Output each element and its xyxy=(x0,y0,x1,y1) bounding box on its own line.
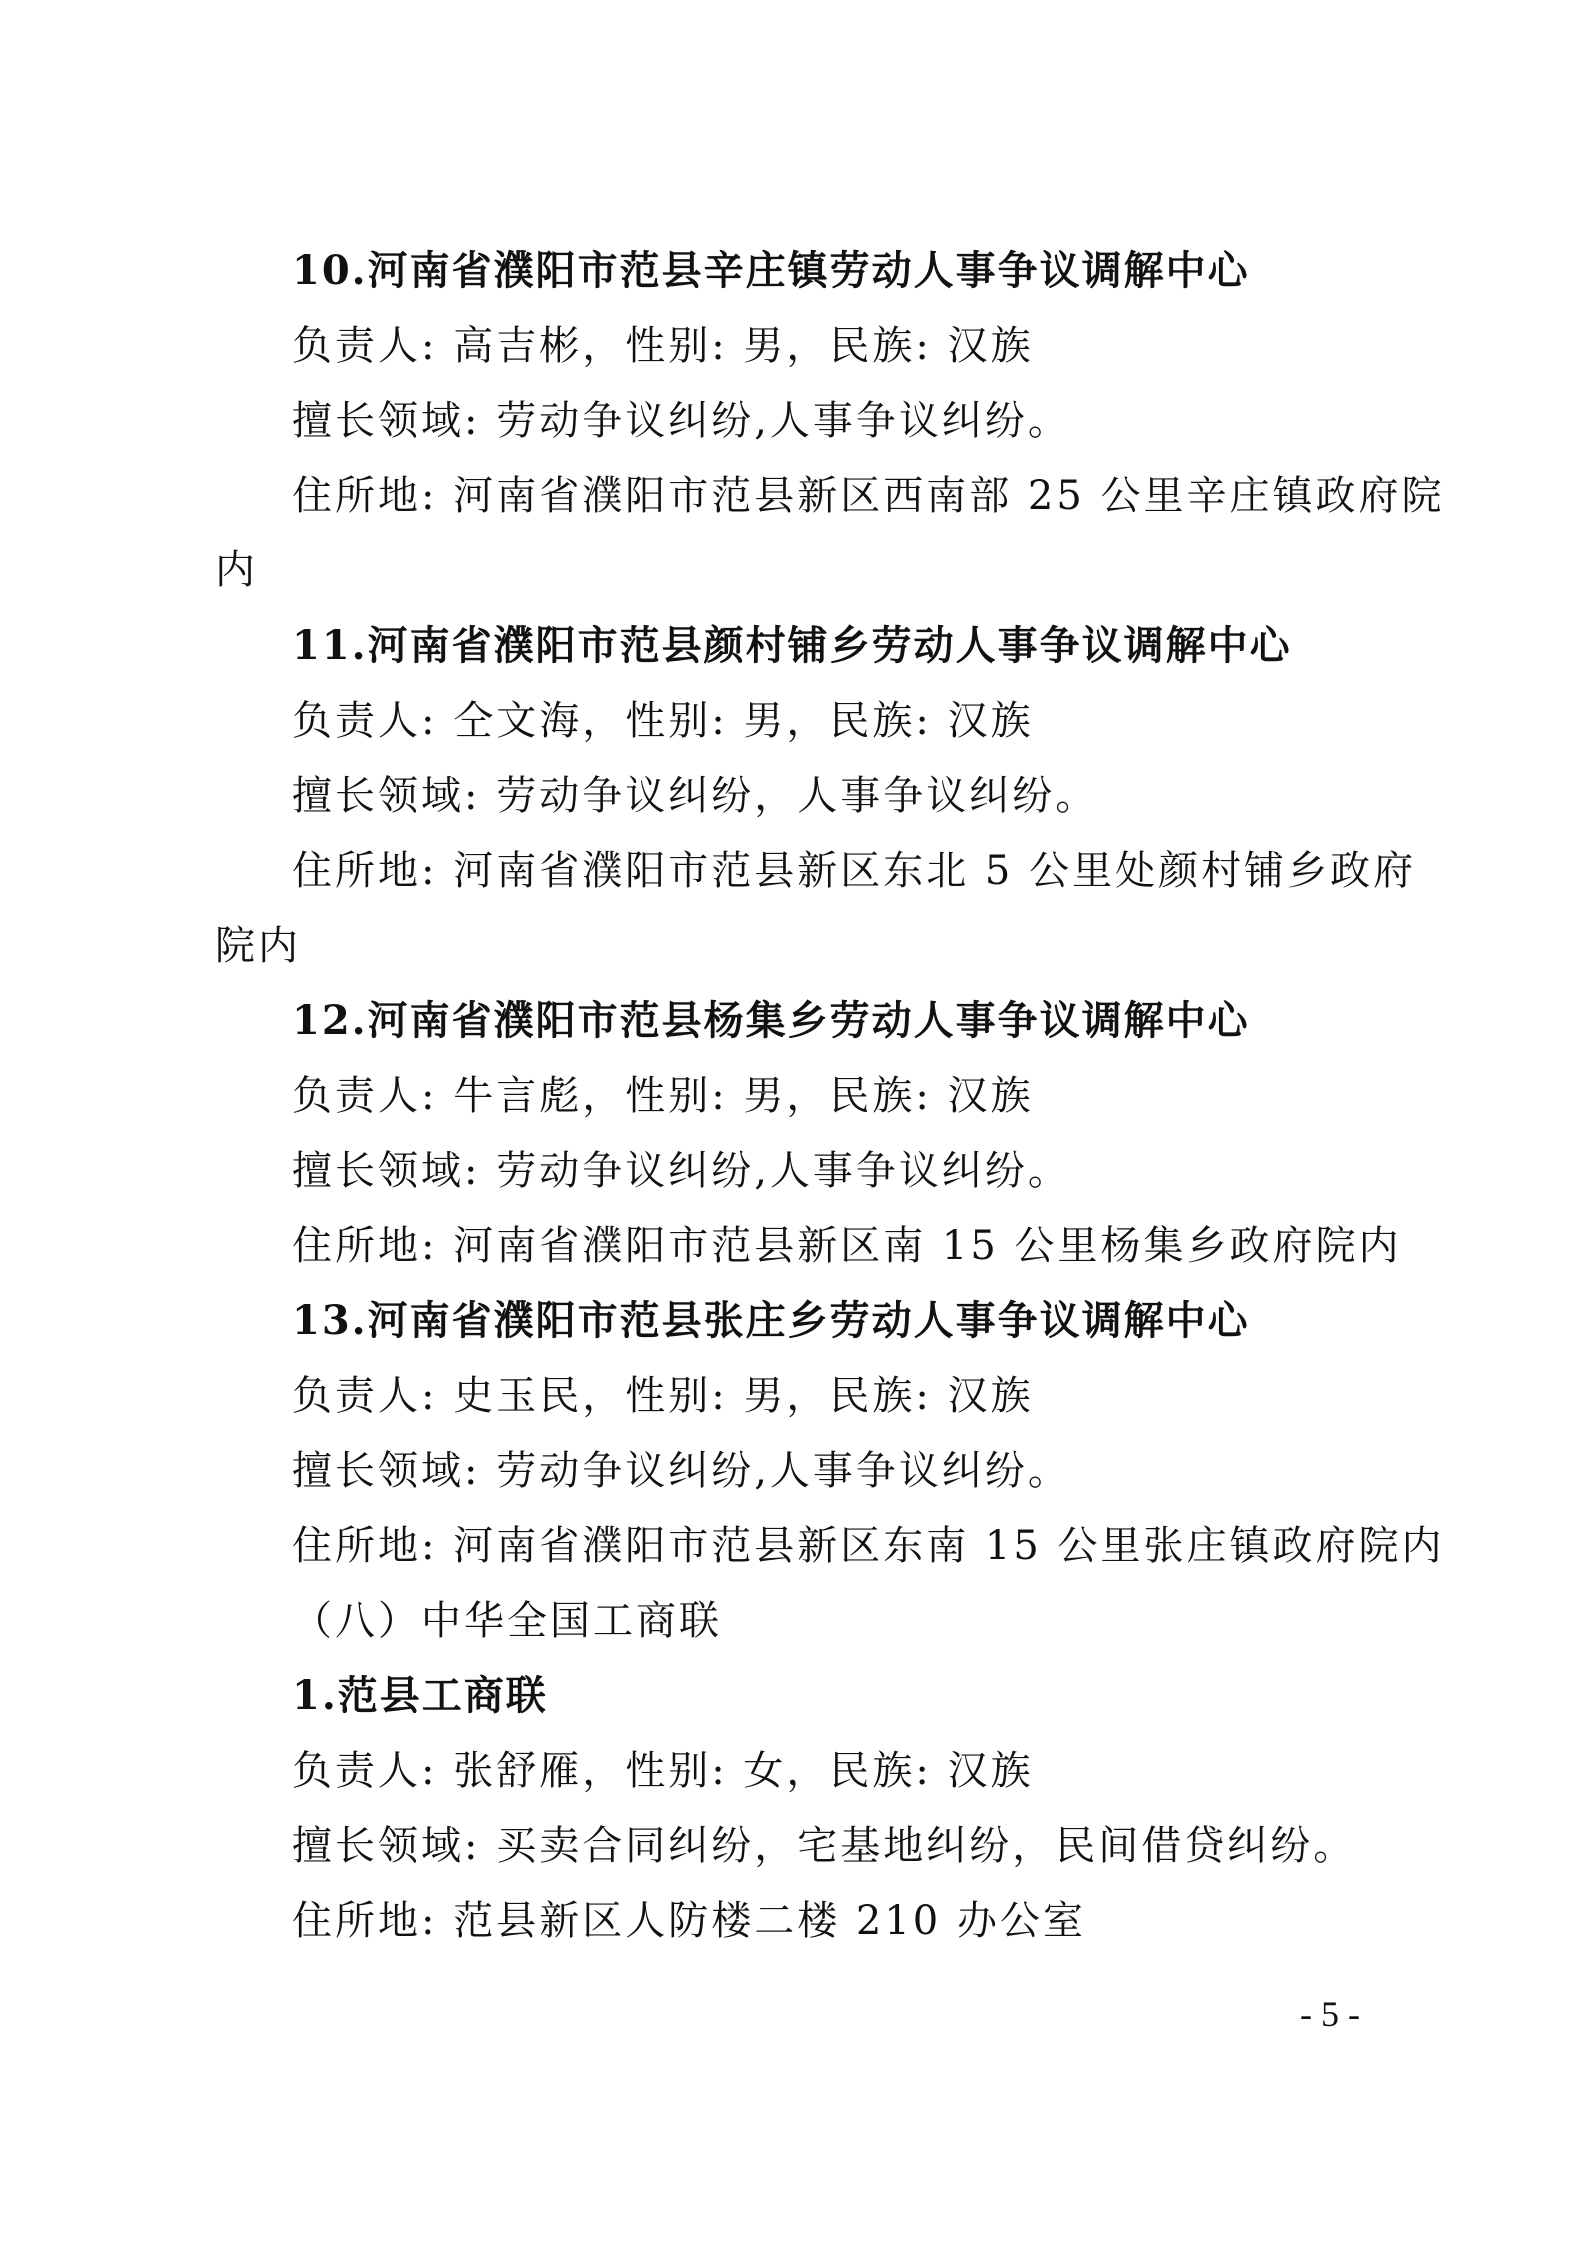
expertise-12: 擅长领域: 劳动争议纠纷,人事争议纠纷。 xyxy=(292,1148,1071,1194)
address-org-1: 住所地: 范县新区人防楼二楼 210 办公室 xyxy=(292,1898,1086,1944)
contact-person-10: 负责人: 高吉彬，性别: 男，民族: 汉族 xyxy=(292,323,1034,369)
contact-person-13: 负责人: 史玉民，性别: 男，民族: 汉族 xyxy=(292,1373,1034,1419)
address-12: 住所地: 河南省濮阳市范县新区南 15 公里杨集乡政府院内 xyxy=(292,1223,1402,1269)
contact-person-org-1: 负责人: 张舒雁，性别: 女，民族: 汉族 xyxy=(292,1748,1034,1794)
expertise-org-1: 擅长领域: 买卖合同纠纷，宅基地纠纷，民间借贷纠纷。 xyxy=(292,1823,1357,1869)
center-heading-12: 12.河南省濮阳市范县杨集乡劳动人事争议调解中心 xyxy=(292,997,1250,1044)
org-heading-1: 1.范县工商联 xyxy=(292,1672,548,1719)
address-10-continued: 内 xyxy=(215,547,258,593)
expertise-13: 擅长领域: 劳动争议纠纷,人事争议纠纷。 xyxy=(292,1448,1071,1494)
address-10: 住所地: 河南省濮阳市范县新区西南部 25 公里辛庄镇政府院 xyxy=(292,473,1445,519)
center-heading-10: 10.河南省濮阳市范县辛庄镇劳动人事争议调解中心 xyxy=(292,247,1250,294)
expertise-10: 擅长领域: 劳动争议纠纷,人事争议纠纷。 xyxy=(292,398,1071,444)
contact-person-11: 负责人: 仝文海，性别: 男，民族: 汉族 xyxy=(292,698,1034,744)
address-13: 住所地: 河南省濮阳市范县新区东南 15 公里张庄镇政府院内 xyxy=(292,1523,1445,1569)
contact-person-12: 负责人: 牛言彪，性别: 男，民族: 汉族 xyxy=(292,1073,1034,1119)
section-heading-federation: （八）中华全国工商联 xyxy=(292,1598,722,1644)
expertise-11: 擅长领域: 劳动争议纠纷，人事争议纠纷。 xyxy=(292,773,1099,819)
address-11: 住所地: 河南省濮阳市范县新区东北 5 公里处颜村铺乡政府 xyxy=(292,848,1417,894)
address-11-continued: 院内 xyxy=(215,923,301,969)
center-heading-11: 11.河南省濮阳市范县颜村铺乡劳动人事争议调解中心 xyxy=(292,622,1292,669)
center-heading-13: 13.河南省濮阳市范县张庄乡劳动人事争议调解中心 xyxy=(292,1297,1250,1344)
page-number: - 5 - xyxy=(1300,1994,1360,2034)
